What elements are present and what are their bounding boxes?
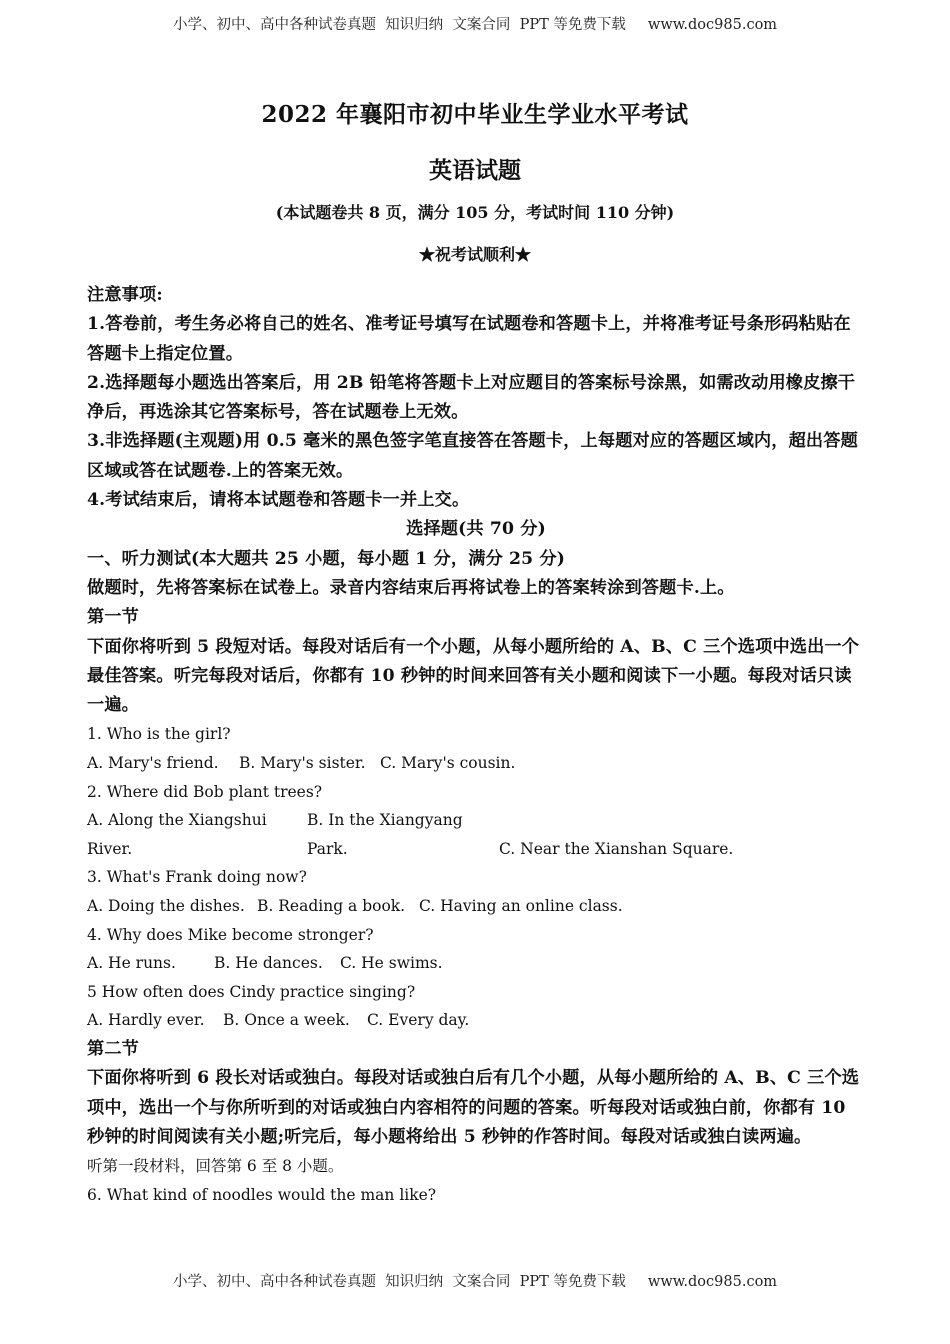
option-a: A. Doing the dishes.	[87, 897, 245, 916]
exam-wish: ★祝考试顺利★	[418, 245, 531, 264]
note-item: 1.答卷前，考生务必将自己的姓名、准考证号填写在试题卷和答题卡上，并将准考证号条形码粘贴在答题卡上指定位置。	[87, 314, 851, 364]
exam-body	[87, 281, 865, 1209]
option-c: C. Near the Xianshan Square.	[499, 839, 734, 858]
exam-subject: 英语试题	[429, 157, 521, 184]
option-b: B. Mary's sister.	[239, 754, 366, 773]
part1-heading: 一、听力测试(本大题共 25 小题，每小题 1 分，满分 25 分)	[87, 548, 566, 569]
option-b: B. Reading a book.	[257, 897, 406, 916]
listen-note: 听第一段材料，回答第 6 至 8 小题。	[87, 1157, 344, 1176]
option-a: A. He runs.	[87, 954, 176, 973]
section1-instruction: 下面你将听到 5 段短对话。每段对话后有一个小题，从每小题所给的 A、B、C 三个选项中选出一个最佳答案。听完每段对话后，你都有 10 秒钟的时间来回答有关小题和阅读下一小题。每段对话只读一遍。	[87, 636, 860, 716]
option-b: B. Once a week.	[223, 1011, 350, 1030]
section2-instruction: 下面你将听到 6 段长对话或独白。每段对话或独白后有几个小题，从每小题所给的 A、B、C 三个选项中，选出一个与你所听到的对话或独白内容相符的问题的答案。听每段对话或独白前，你都有 10 秒钟的时间阅读有关小题;听完后，每小题将给出 5 秒钟的作答时间。每段对话或独白读两遍。	[87, 1068, 860, 1147]
question-3: 3. What's Frank doing now?	[87, 868, 307, 887]
option-a: A. Mary's friend.	[87, 754, 219, 773]
section-choice-heading: 选择题(共 70 分)	[406, 519, 546, 540]
option-b: B. He dances.	[214, 954, 323, 973]
question-2-options	[87, 806, 865, 863]
exam-meta: (本试题卷共 8 页，满分 105 分，考试时间 110 分钟)	[275, 203, 675, 222]
question-3-options	[87, 892, 865, 921]
note-item: 2.选择题每小题选出答案后，用 2B 铅笔将答题卡上对应题目的答案标号涂黑，如需改动用橡皮擦干净后，再选涂其它答案标号，答在试题卷上无效。	[87, 372, 856, 423]
question-5-options	[87, 1006, 865, 1035]
option-c: C. Mary's cousin.	[380, 754, 516, 773]
section1-title: 第一节	[87, 607, 140, 628]
header-tagline: 小学、初中、高中各种试卷真题 知识归纳 文案合同 PPT 等免费下载	[172, 17, 626, 33]
question-1: 1. Who is the girl?	[87, 725, 231, 744]
question-1-options	[87, 749, 865, 778]
option-c: C. Every day.	[367, 1011, 470, 1030]
exam-title: 2022 年襄阳市初中毕业生学业水平考试	[261, 101, 689, 128]
note-item: 3.非选择题(主观题)用 0.5 毫米的黑色签字笔直接答在答题卡，上每题对应的答题区域内，超出答题区域或答在试题卷.上的答案无效。	[87, 431, 858, 481]
footer-tagline: 小学、初中、高中各种试卷真题 知识归纳 文案合同 PPT 等免费下载	[172, 1274, 626, 1290]
footer-url[interactable]: www.doc985.com	[647, 1274, 778, 1290]
notes-heading: 注意事项:	[87, 285, 163, 305]
part1-instruction: 做题时，先将答案标在试卷上。录音内容结束后再将试卷上的答案转涂到答题卡.上。	[87, 577, 735, 598]
header-url[interactable]: www.doc985.com	[647, 17, 778, 33]
option-c: C. He swims.	[340, 954, 443, 973]
question-2: 2. Where did Bob plant trees?	[87, 782, 323, 801]
option-c: C. Having an online class.	[419, 897, 623, 916]
option-b: B. In the Xiangyang Park.	[307, 811, 463, 858]
question-4-options	[87, 949, 865, 978]
page-footer	[0, 1270, 950, 1291]
question-4: 4. Why does Mike become stronger?	[87, 925, 374, 944]
section2-title: 第二节	[87, 1038, 140, 1059]
question-6: 6. What kind of noodles would the man like?	[87, 1185, 437, 1204]
note-item: 4.考试结束后，请将本试题卷和答题卡一并上交。	[87, 490, 470, 511]
option-a: A. Along the Xiangshui River.	[87, 811, 267, 858]
page-header	[0, 13, 950, 34]
option-a: A. Hardly ever.	[87, 1011, 205, 1030]
question-5: 5 How often does Cindy practice singing?	[87, 982, 416, 1001]
